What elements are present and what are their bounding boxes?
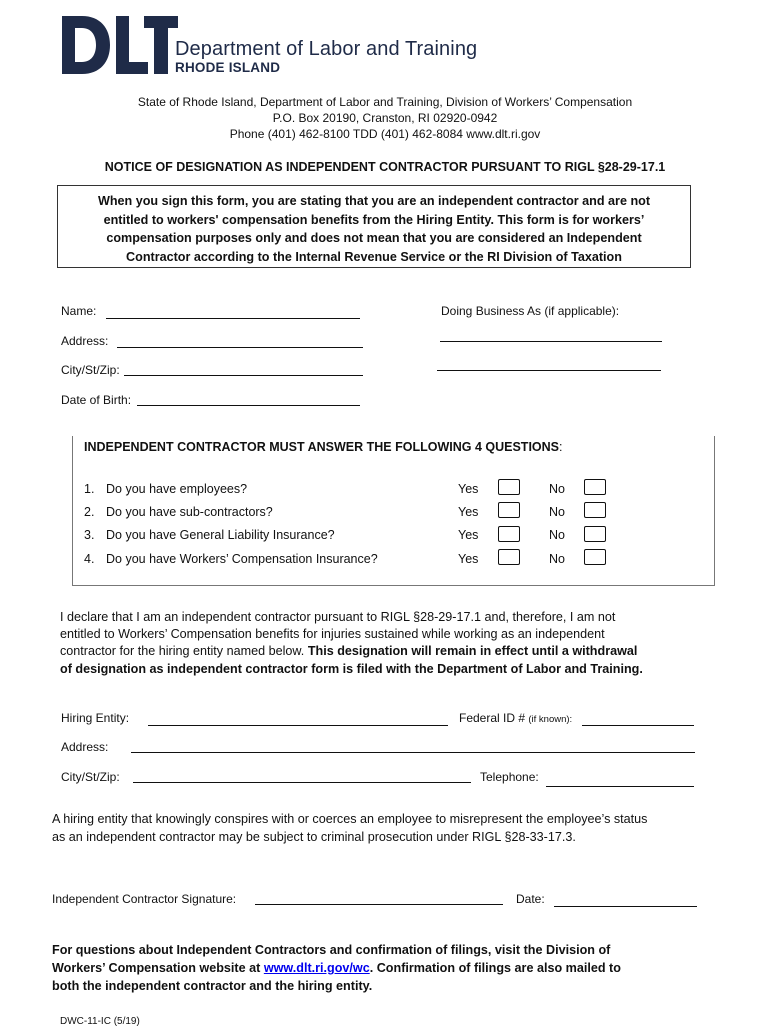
telephone-label: Telephone: [480, 770, 539, 784]
q2-yes-checkbox[interactable] [498, 502, 520, 518]
page-title: NOTICE OF DESIGNATION AS INDEPENDENT CONTRACTOR PURSUANT TO RIGL §28-29-17.1 [104, 160, 666, 174]
q1-yes-checkbox[interactable] [498, 479, 520, 495]
form-code: DWC-11-IC (5/19) [60, 1016, 140, 1027]
dob-field[interactable] [137, 405, 360, 406]
footer-line: both the independent contractor and the hiring entity. [52, 979, 373, 993]
signature-label: Independent Contractor Signature: [52, 892, 237, 906]
q4-yes-checkbox[interactable] [498, 549, 520, 565]
yes-label: Yes [458, 505, 479, 519]
questions-header: INDEPENDENT CONTRACTOR MUST ANSWER THE FOLLOWING 4 QUESTIONS: [84, 440, 563, 454]
hiring-entity-field[interactable] [148, 725, 448, 726]
q3-yes-checkbox[interactable] [498, 526, 520, 542]
hiring-citystzip-label: City/St/Zip: [61, 770, 120, 784]
no-label: No [549, 505, 565, 519]
yes-label: Yes [458, 552, 479, 566]
dob-label: Date of Birth: [61, 393, 132, 407]
warning-line: compensation purposes only and does not mean that you are considered an Independent [106, 231, 642, 245]
declaration-paragraph [60, 609, 720, 678]
notice-line: as an independent contractor may be subject to criminal prosecution under RIGL §28-33-17.3. [52, 829, 576, 844]
dba-field-1[interactable] [440, 341, 662, 342]
declaration-line: entitled to Workers’ Compensation benefits for injuries sustained while working as an independent [60, 627, 605, 642]
warning-line: When you sign this form, you are stating that you are an independent contractor and are not [97, 194, 651, 208]
declaration-line: contractor for the hiring entity named below. This designation will remain in effect until a withdrawal [60, 644, 638, 659]
footer-line: Workers’ Compensation website at www.dlt.ri.gov/wc. Confirmation of filings are also mailed to [52, 961, 621, 975]
name-label: Name: [61, 304, 97, 318]
question-number: 2. [84, 505, 95, 519]
q1-no-checkbox[interactable] [584, 479, 606, 495]
address-label: Address: [61, 334, 109, 348]
logo-state-name: RHODE ISLAND [175, 60, 281, 75]
hiring-address-field[interactable] [131, 752, 695, 753]
date-field[interactable] [554, 906, 697, 907]
signature-field[interactable] [255, 904, 503, 905]
q4-no-checkbox[interactable] [584, 549, 606, 565]
q3-no-checkbox[interactable] [584, 526, 606, 542]
name-field[interactable] [106, 318, 360, 319]
rhode-island-map-icon [78, 32, 88, 58]
citystzip-field[interactable] [124, 375, 363, 376]
citystzip-label: City/St/Zip: [61, 363, 120, 377]
question-workers-comp: Do you have Workers’ Compensation Insurance? [106, 552, 378, 566]
footer-line: For questions about Independent Contractors and confirmation of filings, visit the Division of [52, 943, 611, 957]
declaration-line: I declare that I am an independent contractor pursuant to RIGL §28-29-17.1 and, therefore, I am not [60, 610, 616, 624]
address-field[interactable] [117, 347, 363, 348]
declaration-line: of designation as independent contractor form is filed with the Department of Labor and Training. [60, 661, 643, 676]
dlt-wc-link[interactable]: www.dlt.ri.gov/wc [263, 961, 370, 975]
yes-label: Yes [458, 482, 479, 496]
dba-label: Doing Business As (if applicable): [441, 304, 620, 318]
hiring-citystzip-field[interactable] [133, 782, 471, 783]
hiring-entity-label: Hiring Entity: [61, 711, 130, 725]
question-employees: Do you have employees? [106, 482, 248, 496]
phone-line: Phone (401) 462-8100 TDD (401) 462-8084 www.dlt.ri.gov [229, 127, 541, 141]
address-line: P.O. Box 20190, Cranston, RI 02920-0942 [272, 111, 498, 125]
agency-line: State of Rhode Island, Department of Labor and Training, Division of Workers’ Compensation [137, 95, 633, 109]
dba-field-2[interactable] [437, 370, 661, 371]
question-subcontractors: Do you have sub-contractors? [106, 505, 273, 519]
federal-id-field[interactable] [582, 725, 694, 726]
warning-box [57, 185, 691, 268]
warning-line: entitled to workers' compensation benefits from the Hiring Entity. This form is for workers’ [103, 212, 645, 227]
notice-line: A hiring entity that knowingly conspires with or coerces an employee to misrepresent the employee’s status [52, 812, 648, 826]
no-label: No [549, 482, 565, 496]
no-label: No [549, 528, 565, 542]
logo-department-name: Department of Labor and Training [175, 38, 478, 60]
no-label: No [549, 552, 565, 566]
date-label: Date: [516, 892, 545, 906]
yes-label: Yes [458, 528, 479, 542]
warning-line: Contractor according to the Internal Revenue Service or the RI Division of Taxation [126, 249, 622, 264]
question-number: 1. [84, 482, 95, 496]
questions-contact-footer [52, 941, 712, 995]
criminal-prosecution-notice [52, 811, 732, 846]
question-number: 3. [84, 528, 95, 542]
federal-id-label: Federal ID # (if known): [459, 711, 573, 725]
telephone-field[interactable] [546, 786, 694, 787]
question-liability: Do you have General Liability Insurance? [106, 528, 335, 542]
hiring-address-label: Address: [61, 740, 109, 754]
dlt-logo [60, 14, 178, 76]
question-number: 4. [84, 552, 95, 566]
q2-no-checkbox[interactable] [584, 502, 606, 518]
